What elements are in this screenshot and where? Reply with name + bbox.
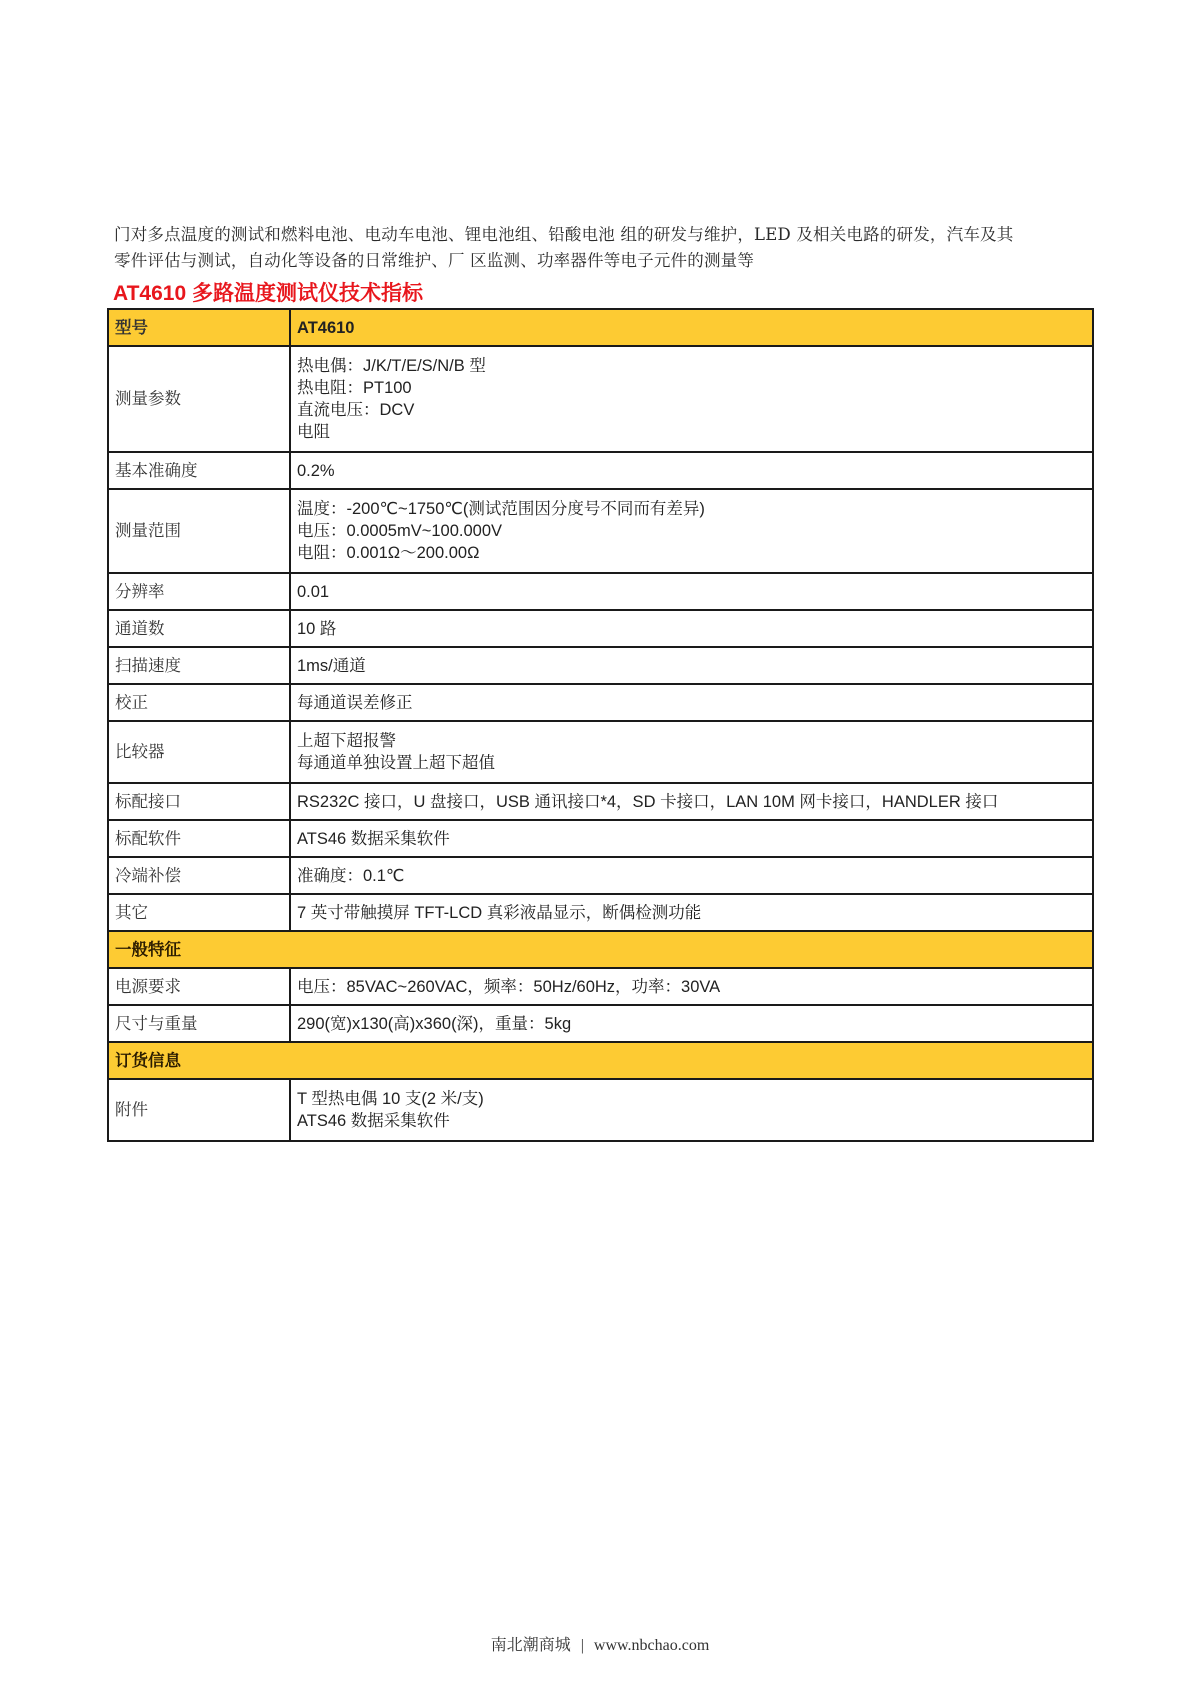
row-label: 尺寸与重量	[108, 1005, 290, 1042]
value-line: 1ms/通道	[297, 656, 366, 675]
header-label: 型号	[108, 309, 290, 346]
value-line: ATS46 数据采集软件	[297, 1112, 450, 1130]
intro-line: 零件评估与测试，自动化等设备的日常维护、厂 区监测、功率器件等电子元件的测量等	[114, 251, 755, 270]
value-line: 0.2%	[297, 461, 335, 480]
row-value	[290, 489, 1093, 573]
row-label: 其它	[108, 894, 290, 931]
row-label: 电源要求	[108, 968, 290, 1005]
header-value: AT4610	[290, 309, 1093, 346]
row-label: 测量参数	[108, 346, 290, 452]
row-label: 标配接口	[108, 783, 290, 820]
value-line: 热电阻：PT100	[297, 379, 412, 397]
table-row	[108, 346, 1093, 452]
value-line: T 型热电偶 10 支(2 米/支)	[297, 1090, 484, 1108]
row-label: 校正	[108, 684, 290, 721]
row-value	[290, 1079, 1093, 1141]
table-row	[108, 610, 1093, 647]
table-row	[108, 968, 1093, 1005]
value-line: 电压：85VAC~260VAC，频率：50Hz/60Hz，功率：30VA	[297, 977, 721, 996]
value-line: 准确度：0.1℃	[297, 866, 405, 885]
row-label: 附件	[108, 1079, 290, 1141]
value-line: 290(宽)x130(高)x360(深)，重量：5kg	[297, 1014, 572, 1033]
row-label: 标配软件	[108, 820, 290, 857]
table-row	[108, 783, 1093, 820]
row-label: 冷端补偿	[108, 857, 290, 894]
row-label: 分辨率	[108, 573, 290, 610]
row-value	[290, 573, 1093, 610]
row-value	[290, 968, 1093, 1005]
row-value	[290, 1005, 1093, 1042]
table-row	[108, 894, 1093, 931]
table-row	[108, 721, 1093, 783]
row-value	[290, 452, 1093, 489]
value-line: 电压：0.0005mV~100.000V	[297, 522, 503, 540]
value-line: 0.01	[297, 582, 330, 601]
page-footer	[0, 1632, 1200, 1655]
value-line: 上超下超报警	[297, 732, 396, 750]
row-label: 基本准确度	[108, 452, 290, 489]
table-row	[108, 1079, 1093, 1141]
row-label: 比较器	[108, 721, 290, 783]
row-value	[290, 894, 1093, 931]
section-header-order	[108, 1042, 1093, 1079]
value-line: ATS46 数据采集软件	[297, 829, 450, 848]
table-row	[108, 647, 1093, 684]
value-line: 10 路	[297, 619, 337, 638]
row-value	[290, 783, 1093, 820]
table-row	[108, 820, 1093, 857]
row-label: 扫描速度	[108, 647, 290, 684]
value-line: 热电偶：J/K/T/E/S/N/B 型	[297, 357, 486, 375]
value-line: 电阻：0.001Ω～200.00Ω	[297, 544, 480, 562]
intro-line: 门对多点温度的测试和燃料电池、电动车电池、锂电池组、铅酸电池 组的研发与维护，LED 及相关电路的研发，汽车及其	[114, 225, 1014, 244]
table-row	[108, 1005, 1093, 1042]
row-label: 通道数	[108, 610, 290, 647]
table-row	[108, 684, 1093, 721]
table-header-row	[108, 309, 1093, 346]
value-line: 电阻	[297, 423, 330, 441]
table-row	[108, 857, 1093, 894]
table-row	[108, 489, 1093, 573]
value-line: 每通道误差修正	[297, 693, 413, 712]
section-title: 一般特征	[108, 931, 1093, 968]
spec-table	[107, 308, 1094, 1142]
row-value	[290, 684, 1093, 721]
footer-separator: |	[580, 1637, 584, 1654]
row-label: 测量范围	[108, 489, 290, 573]
table-row	[108, 452, 1093, 489]
row-value	[290, 820, 1093, 857]
table-row	[108, 573, 1093, 610]
footer-url[interactable]: www.nbchao.com	[593, 1637, 710, 1654]
value-line: 温度：-200℃~1750℃(测试范围因分度号不同而有差异)	[297, 500, 705, 518]
row-value	[290, 610, 1093, 647]
footer-site-name: 南北潮商城	[490, 1637, 571, 1654]
section-header-general	[108, 931, 1093, 968]
row-value	[290, 721, 1093, 783]
value-line: 每通道单独设置上超下超值	[297, 754, 495, 772]
value-line: 直流电压：DCV	[297, 401, 415, 419]
section-title: 订货信息	[108, 1042, 1093, 1079]
intro-paragraph	[114, 222, 1104, 274]
row-value	[290, 647, 1093, 684]
row-value	[290, 857, 1093, 894]
spec-title: AT4610 多路温度测试仪技术指标	[113, 282, 423, 305]
row-value	[290, 346, 1093, 452]
value-line: RS232C 接口，U 盘接口，USB 通讯接口*4，SD 卡接口，LAN 10M 网卡接口，HANDLER 接口	[297, 792, 999, 811]
value-line: 7 英寸带触摸屏 TFT-LCD 真彩液晶显示，断偶检测功能	[297, 903, 702, 922]
